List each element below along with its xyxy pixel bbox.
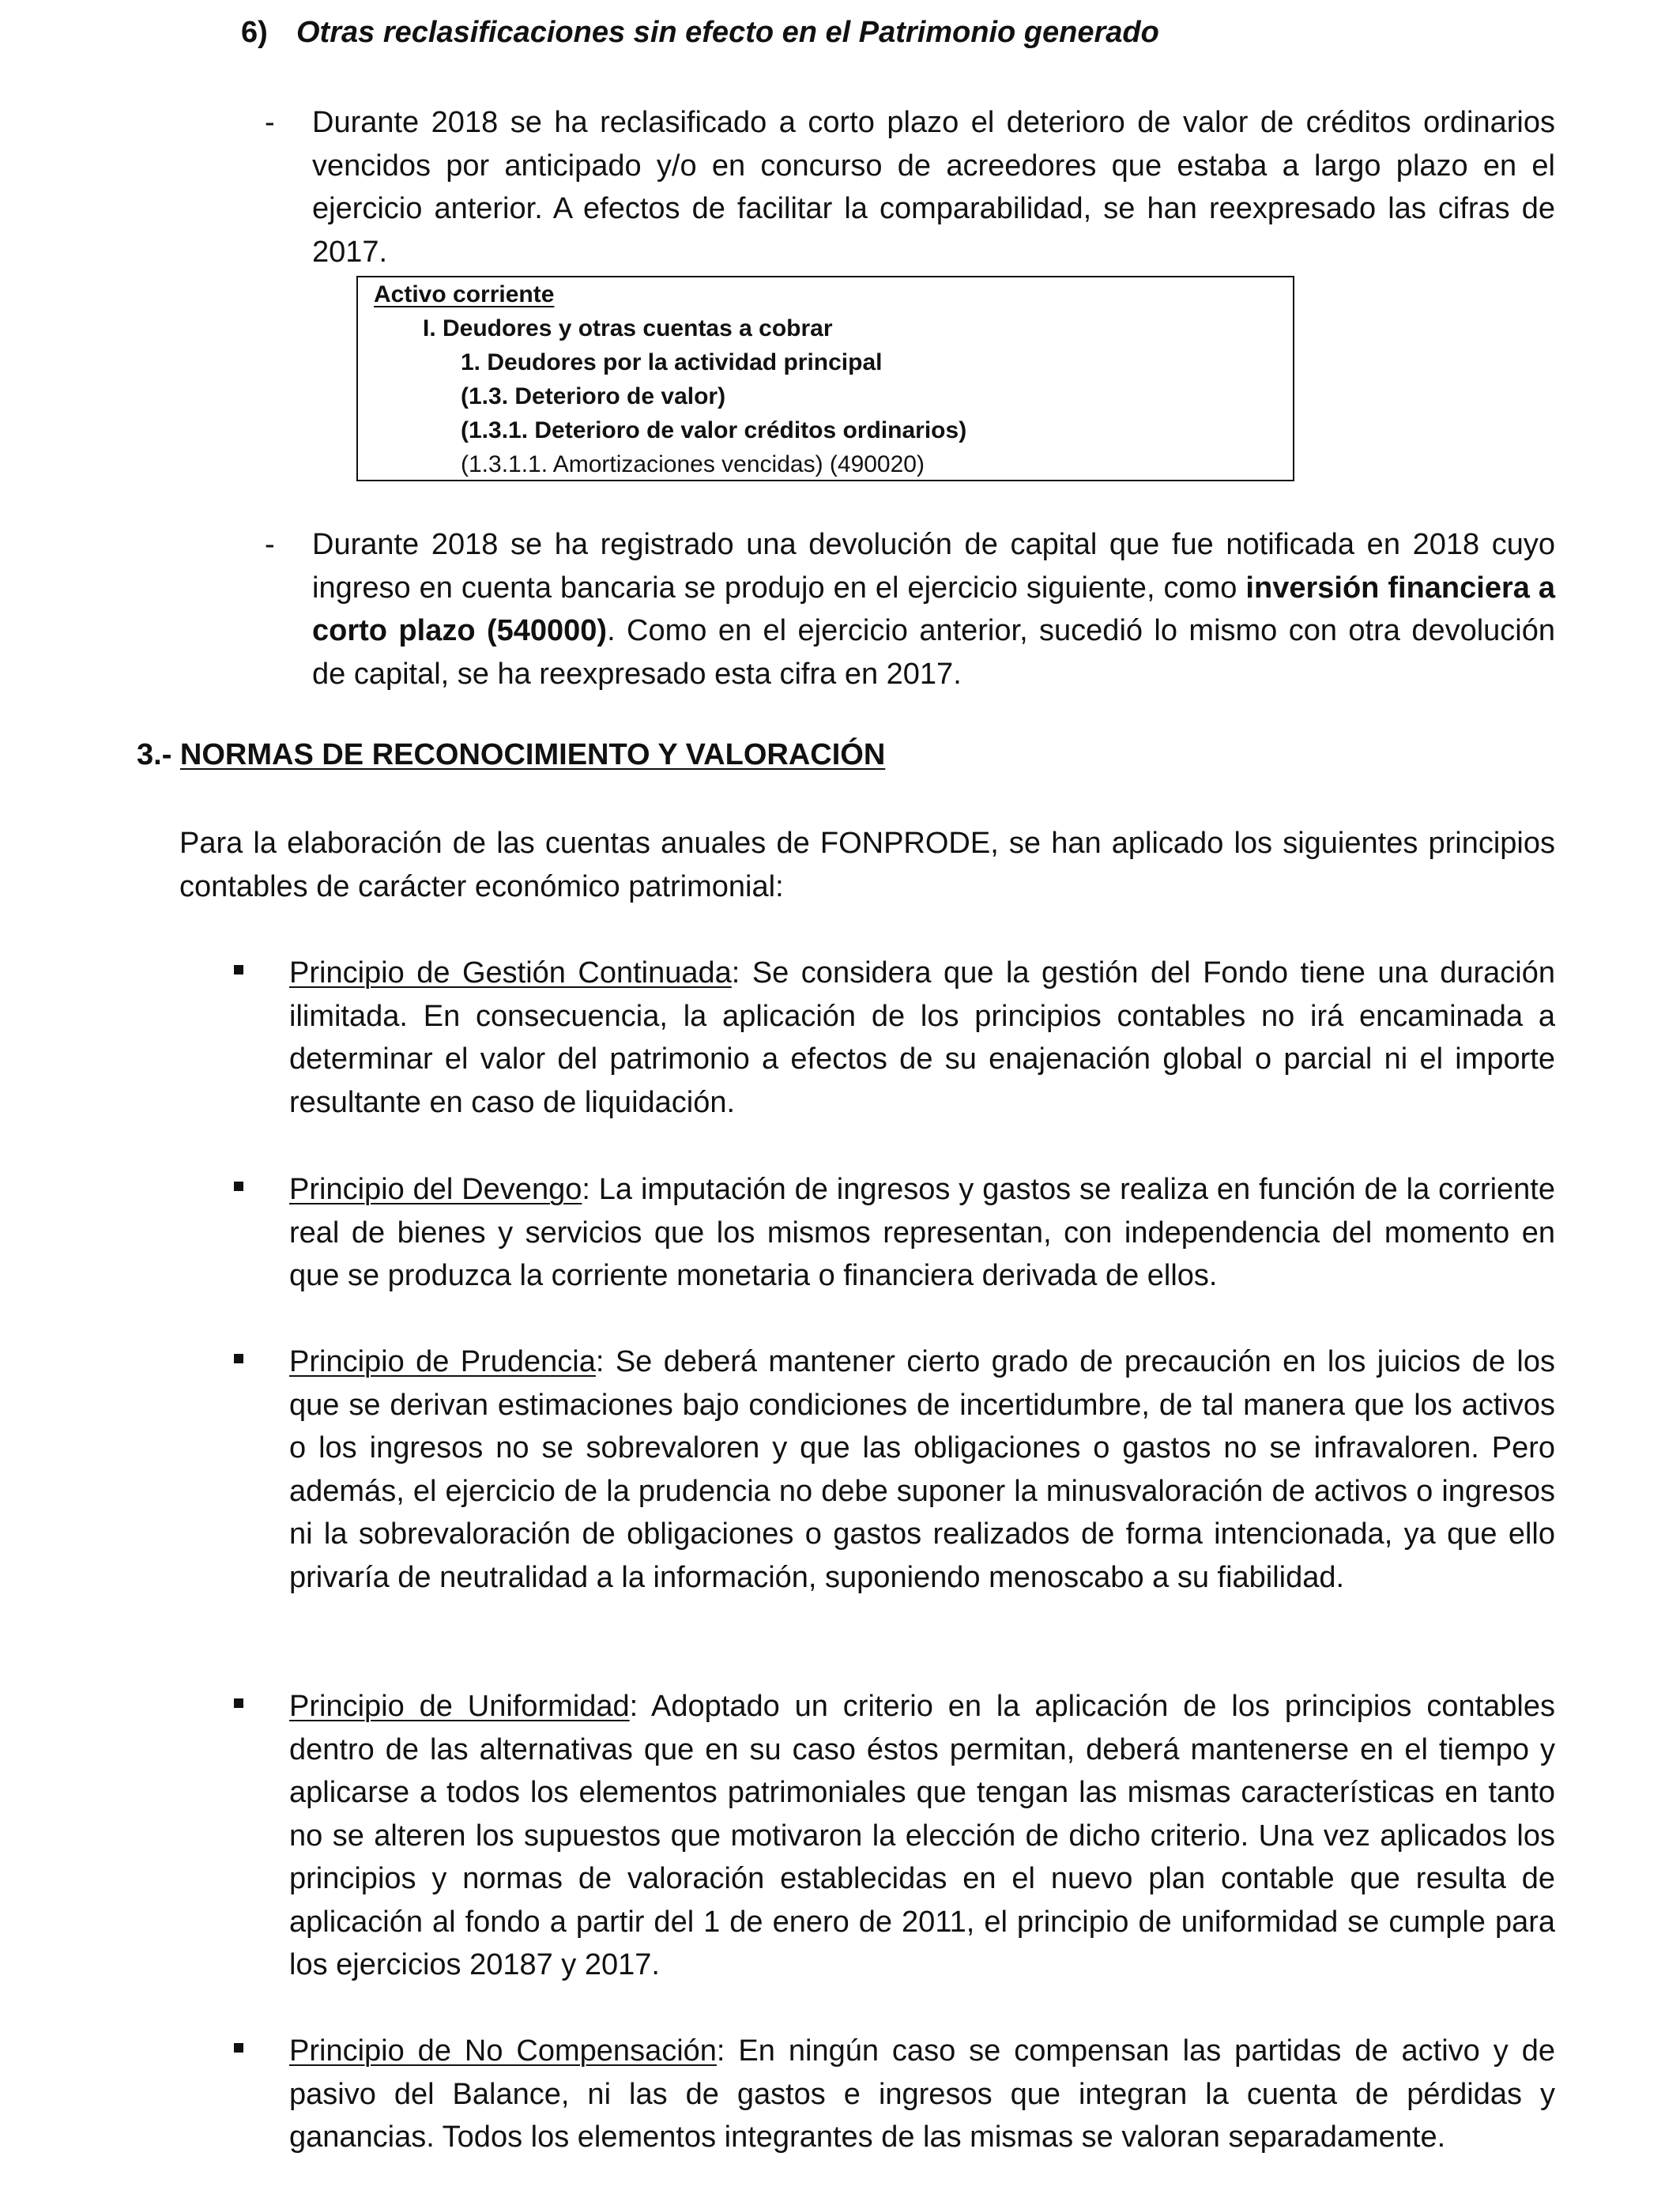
account-box <box>356 276 1294 481</box>
reclassification-text-2 <box>312 523 1555 696</box>
principle-name: Principio del Devengo <box>289 1173 582 1206</box>
bullet-square-icon <box>234 1354 243 1363</box>
text-after: . Como en el ejercicio anterior, sucedió lo mismo con otra devolución de capital, se ha reexpresado esta cifra en 2017. <box>312 614 1556 691</box>
text-before: Durante 2018 se ha registrado una devolución de capital que fue notificada en 2018 cuyo ingreso en cuenta bancaria se produjo en el ejercicio siguiente, como <box>312 528 1555 605</box>
principle-item <box>234 2030 1555 2159</box>
section-6-title: Otras reclasificaciones sin efecto en el Patrimonio generado <box>296 16 1159 49</box>
principle-name: Principio de Uniformidad <box>289 1690 630 1723</box>
dash-marker: - <box>265 106 275 139</box>
account-line-5: (1.3.1. Deterioro de valor créditos ordinarios) <box>461 417 967 443</box>
bold-account: inversión financiera a corto plazo (540000) <box>312 571 1556 647</box>
principle-text: : Se deberá mantener cierto grado de precaución en los juicios de los que se derivan estimaciones bajo condiciones de incertidumbre, de tal manera que los activos o los ingresos no se sobrevaloren y que las obligaciones o gastos no se infravaloren. Pero además, el ejercicio de la prudencia no debe suponer la minusvaloración de activos o ingresos ni la sobrevaloración de obligaciones o gastos realizados de forma intencionada, ya que ello privaría de neutralidad a la información, suponiendo menoscabo a su fiabilidad. <box>289 1345 1555 1594</box>
section-3-prefix: 3.- <box>137 738 180 771</box>
reclassification-item-2 <box>265 523 1555 696</box>
principle-name: Principio de Gestión Continuada <box>289 956 732 990</box>
reclassification-text-1: Durante 2018 se ha reclasificado a corto plazo el deterioro de valor de créditos ordinarios vencidos por anticipado y/o en concurso de acreedores que estaba a largo plazo en el ejercicio anterior. A efectos de facilitar la comparabilidad, se han reexpresado las cifras de 2017. <box>312 106 1555 269</box>
principle-item <box>234 1168 1555 1298</box>
bullet-square-icon <box>234 965 243 974</box>
principle-item <box>234 1340 1555 1599</box>
bullet-square-icon <box>234 2043 243 2053</box>
section-6-number: 6) <box>241 16 268 49</box>
section-3-intro: Para la elaboración de las cuentas anuales de FONPRODE, se han aplicado los siguientes principios contables de carácter económico patrimonial: <box>179 827 1555 903</box>
bullet-square-icon <box>234 1698 243 1708</box>
section-3-heading <box>137 738 885 772</box>
account-line-3: 1. Deudores por la actividad principal <box>461 349 883 375</box>
section-3-title: NORMAS DE RECONOCIMIENTO Y VALORACIÓN <box>179 738 886 771</box>
bullet-square-icon <box>234 1182 243 1191</box>
principle-name: Principio de No Compensación <box>289 2034 717 2068</box>
principle-text: : En ningún caso se compensan las partidas de activo y de pasivo del Balance, ni las de gastos e ingresos que integran la cuenta de pérdidas y ganancias. Todos los elementos integrantes de las mismas se valoran separadamente. <box>289 2034 1555 2154</box>
dash-marker: - <box>265 528 275 561</box>
principle-text: : La imputación de ingresos y gastos se realiza en función de la corriente real de bienes y servicios que los mismos representan, con independencia del momento en que se produzca la corriente monetaria o financiera derivada de ellos. <box>289 1173 1555 1292</box>
principle-item <box>234 952 1555 1124</box>
section-6-heading <box>241 16 1159 50</box>
account-line-1: Activo corriente <box>374 281 555 307</box>
principle-name: Principio de Prudencia <box>289 1345 596 1378</box>
reclassification-item-1 <box>265 101 1555 273</box>
principle-item <box>234 1685 1555 1987</box>
principle-text: : Se considera que la gestión del Fondo tiene una duración ilimitada. En consecuencia, la aplicación de los principios contables no irá encaminada a determinar el valor del patrimonio a efectos de su enajenación global o parcial ni el importe resultante en caso de liquidación. <box>289 956 1555 1119</box>
principle-text: : Adoptado un criterio en la aplicación de los principios contables dentro de las alternativas que en su caso éstos permitan, deberá mantenerse en el tiempo y aplicarse a todos los elementos patrimoniales que tengan las mismas características en tanto no se alteren los supuestos que motivaron la elección de dicho criterio. Una vez aplicados los principios y normas de valoración establecidas en el nuevo plan contable que resulta de aplicación al fondo a partir del 1 de enero de 2011, el principio de uniformidad se cumple para los ejercicios 20187 y 2017. <box>289 1690 1555 1981</box>
account-line-6: (1.3.1.1. Amortizaciones vencidas) (490020) <box>461 451 925 477</box>
account-line-4: (1.3. Deterioro de valor) <box>461 383 726 409</box>
account-line-2: I. Deudores y otras cuentas a cobrar <box>423 315 833 341</box>
